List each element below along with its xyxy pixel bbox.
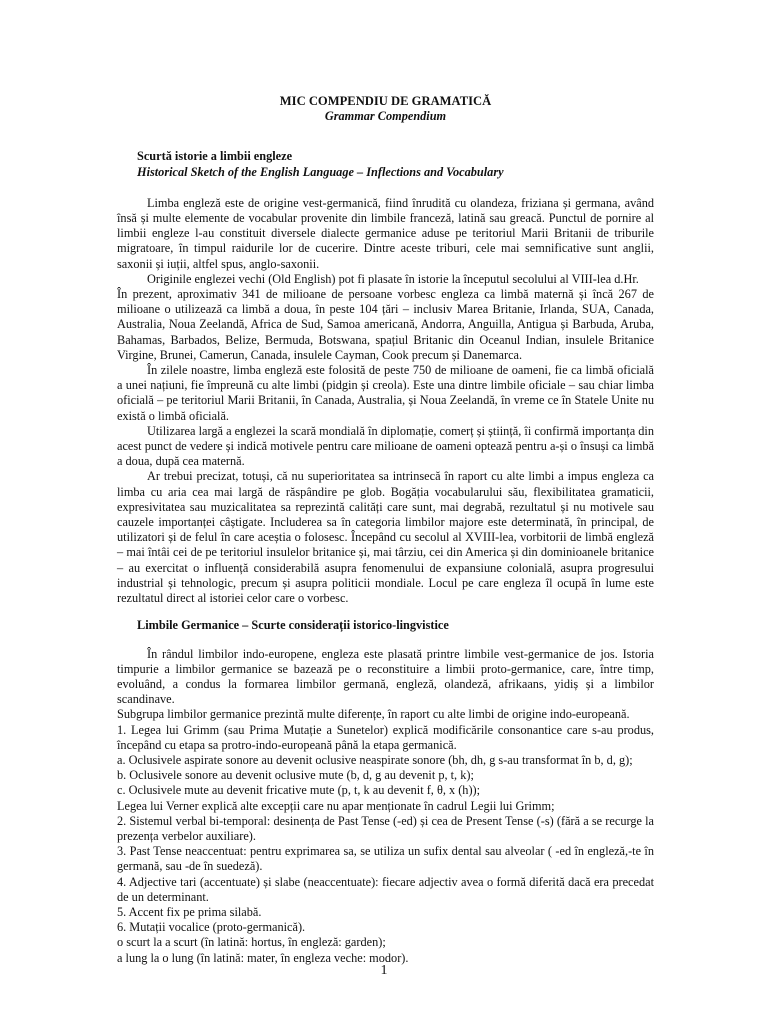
list-item-6a: o scurt la a scurt (în latină: hortus, în engleză: garden); [117,935,386,950]
list-item-1b: b. Oclusivele sonore au devenit oclusive mute (b, d, g au devenit p, t, k); [117,768,474,783]
list-item-6b: a lung la o lung (în latină: mater, în engleza veche: modor). [117,950,409,965]
section-heading-en: Historical Sketch of the English Language – Inflections and Vocabulary [137,164,504,179]
paragraph-2: Originile englezei vechi (Old English) pot fi plasate în istorie la începutul secolului al VIII-lea d.Hr. [147,271,639,286]
paragraph-7: În rândul limbilor indo-europene, engleza este plasată printre limbile vest-germanice de jos. Istoria timpurie a limbilor germanice se bazează pe o reconstituire a limbii proto-germanice, care, între timp, evoluând, a condus la formarea limbilor germană, engleză, olandeză, afrikaans, yidiș și a limbilor scandinave. [117,646,654,707]
paragraph-3: În prezent, aproximativ 341 de milioane de persoane vorbesc engleza ca limbă maternă și încă 267 de milioane o utilizează ca limbă a doua, în peste 104 țări – inclusiv Marea Britanie, Irlanda, SUA, Canada, Australia, Noua Zeelandă, Africa de Sud, Samoa americană, Andorra, Anguilla, Antigua și Barbuda, Aruba, Bahamas, Barbados, Belize, Bermuda, Botswana, spațiul Britanic din Oceanul Indian, insulele Britanice Virgine, Brunei, Camerun, Canada, insulele Cayman, Cook precum și Danemarca. [117,287,654,362]
paragraph-5: Utilizarea largă a englezei la scară mondială în diplomație, comerț și știință, îi confirmă importanța din acest punct de vedere și indică motivele pentru care milioane de oameni optează pentru a-și o însuși ca limbă a doua, după cea maternă. [117,423,654,469]
page-number: 1 [380,963,388,978]
section-heading-ro: Scurtă istorie a limbii engleze [137,149,293,164]
list-item-2: 2. Sistemul verbal bi-temporal: desinența de Past Tense (-ed) și cea de Present Tense (-s) (fără a se recurge la prezența verbelor auxiliare). [117,813,654,843]
paragraph-6: Ar trebui precizat, totuși, că nu superioritatea sa intrinsecă în raport cu alte limbi a impus engleza ca limba cu aria cea mai largă de răspândire pe glob. Bogăția vocabularului său, flexibilitatea gramaticii, expresivitatea sau muzicalitatea sa reprezintă calități care sunt, mai degrabă, rezultatul și nu motivele sau cauzele importanței câștigate. Includerea sa în categoria limbilor majore este determinată, în principal, de utilizatori și de felul în care aceștia o folosesc. Începând cu secolul al XVIII-lea, vorbitorii de limbă engleză – mai întâi cei de pe teritoriul insulelor britanice și, mai târziu, cei din America și din dominioanele britanice – au exercitat o influență considerabilă asupra fenomenului de expansiune colonială, asupra progresului industrial și tehnologic, precum și asupra politicii mondiale. Locul pe care engleza îl ocupă în lume este rezultatul direct al istoriei celor care o vorbesc. [117,469,654,606]
list-item-4: 4. Adjective tari (accentuate) și slabe (neaccentuate): fiecare adjectiv avea o formă diferită dacă era precedat de un determinant. [117,874,654,904]
section-heading-germanic: Limbile Germanice – Scurte considerații istorico-lingvistice [137,618,449,633]
list-item-6: 6. Mutații vocalice (proto-germanică). [117,920,306,935]
list-item-1c: c. Oclusivele mute au devenit fricative mute (p, t, k au devenit f, θ, x (h)); [117,783,481,798]
list-item-1a: a. Oclusivele aspirate sonore au devenit oclusive neaspirate sonore (bh, dh, g s-au transformat în b, d, g); [117,752,633,767]
document-body [117,94,654,966]
document-subtitle: Grammar Compendium [324,109,447,124]
document-title: MIC COMPENDIU DE GRAMATICĂ [279,94,492,108]
list-item-1d: Legea lui Verner explică alte excepții care nu apar menționate în cadrul Legii lui Grimm; [117,798,555,813]
paragraph-8: Subgrupa limbilor germanice prezintă multe diferențe, în raport cu alte limbi de origine indo-europeană. [117,707,630,722]
paragraph-1: Limba engleză este de origine vest-germanică, fiind înrudită cu olandeza, friziana și germana, având însă și multe elemente de vocabular provenite din limbile franceză, latină sau greacă. Punctul de pornire al limbii engleze l-au constituit diversele dialecte germanice aduse pe teritoriul Marii Britanii de triburile migratoare, în timpul raidurile lor de cucerire. Dintre aceste triburi, cele mai semnificative sunt anglii, saxonii și iuții, altfel spus, anglo-saxonii. [117,195,654,271]
paragraph-4: În zilele noastre, limba engleză este folosită de peste 750 de milioane de oameni, fie ca limbă oficială a unei națiuni, fie împreună cu alte limbi (pidgin și creola). Este una dintre limbile oficiale – sau chiar limba oficială – pe teritoriul Marii Britanii, în Canada, Australia, și Noua Zeelandă, în vreme ce în Statele Unite nu există o limbă oficială. [117,363,654,423]
list-item-5: 5. Accent fix pe prima silabă. [117,904,262,919]
list-item-3: 3. Past Tense neaccentuat: pentru exprimarea sa, se utiliza un sufix dental sau alveolar ( -ed în engleză,-te în germană, sau -de în suedeză). [117,844,654,874]
list-item-1: 1. Legea lui Grimm (sau Prima Mutație a Sunetelor) explică modificările consonantice care s-au produs, începând cu etapa sa protro-indo-europeană până la etapa germanică. [117,722,654,752]
